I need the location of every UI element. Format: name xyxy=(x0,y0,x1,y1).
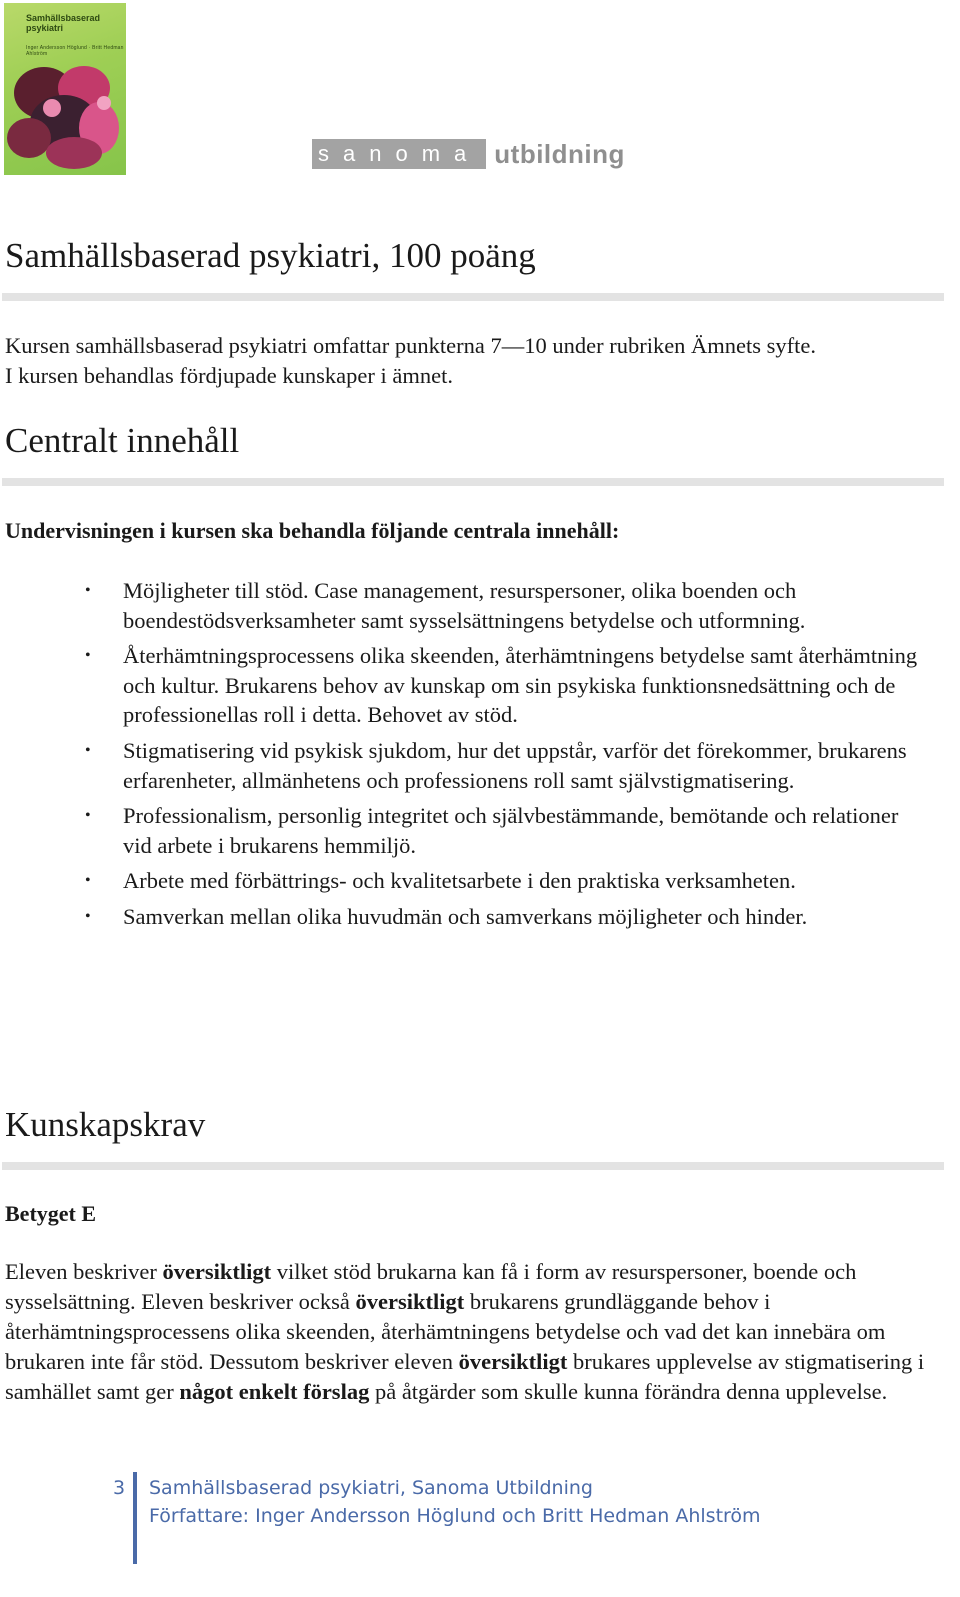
emphasis-segment: översiktligt xyxy=(355,1289,465,1314)
text-segment: på åtgärder som skulle kunna förändra denna upplevelse. xyxy=(369,1379,888,1404)
intro-paragraph xyxy=(5,331,945,391)
page-title: Samhällsbaserad psykiatri, 100 poäng xyxy=(5,236,536,275)
bullet-icon: • xyxy=(85,872,91,890)
publisher-logo xyxy=(312,138,625,170)
grade-heading: Betyget E xyxy=(5,1201,97,1226)
central-content-list xyxy=(0,576,930,938)
cover-subtitle: Inger Andersson Höglund · Britt Hedman Ahlström xyxy=(26,45,124,57)
emphasis-segment: översiktligt xyxy=(162,1259,272,1284)
logo-boxed-text: sanoma xyxy=(312,139,486,169)
list-item-text: Samverkan mellan olika huvudmän och samverkans möjligheter och hinder. xyxy=(123,903,808,929)
list-item xyxy=(0,736,930,795)
list-item xyxy=(0,641,930,730)
text-segment: Eleven beskriver xyxy=(5,1259,163,1284)
list-item-text: Arbete med förbättrings- och kvalitetsarbete i den praktiska verksamheten. xyxy=(123,868,796,894)
bullet-icon: • xyxy=(85,582,91,599)
book-cover-image xyxy=(4,3,126,175)
list-item xyxy=(0,576,930,635)
list-item-text: Möjligheter till stöd. Case management, resurspersoner, olika boenden och boendestödsverksamheter samt sysselsättningens betydelse och utformning. xyxy=(123,578,806,633)
list-item xyxy=(0,801,930,860)
cover-title: Samhällsbaserad psykiatri xyxy=(26,13,101,33)
text-segment: brukares upplevelse av stigmatisering i samhället samt ger xyxy=(5,1349,925,1404)
central-heading: Centralt innehåll xyxy=(5,421,240,460)
intro-line-1: Kursen samhällsbaserad psykiatri omfattar punkterna 7—10 under rubriken Ämnets syfte. xyxy=(5,333,817,358)
list-item-text: Professionalism, personlig integritet och självbestämmande, bemötande och relationer vid arbete i brukarens hemmiljö. xyxy=(123,803,899,858)
footer-divider xyxy=(133,1472,137,1564)
emphasis-segment: något enkelt förslag xyxy=(179,1379,370,1404)
bullet-icon: • xyxy=(85,647,91,665)
central-rule xyxy=(2,478,944,486)
cover-artwork xyxy=(4,53,126,175)
logo-text: utbildning xyxy=(494,138,625,169)
title-rule xyxy=(2,293,944,301)
list-item xyxy=(0,866,930,896)
list-item-text: Återhämtningsprocessens olika skeenden, återhämtningens betydelse samt återhämtning och kultur. Brukarens behov av kunskap om sin psykiska funktionsnedsättning och de professionellas roll i detta. Behovet av stöd. xyxy=(123,643,918,728)
kunskapskrav-heading: Kunskapskrav xyxy=(5,1105,206,1144)
list-item xyxy=(0,902,930,932)
page-number: 3 xyxy=(113,1477,126,1499)
bullet-icon: • xyxy=(85,907,91,925)
emphasis-segment: översiktligt xyxy=(458,1349,568,1374)
bullet-icon: • xyxy=(85,741,91,759)
grade-e-paragraph xyxy=(5,1257,945,1407)
central-subheading: Undervisningen i kursen ska behandla följande centrala innehåll: xyxy=(5,518,620,543)
footer-authors-line: Författare: Inger Andersson Höglund och Britt Hedman Ahlström xyxy=(149,1505,761,1527)
kunskapskrav-rule xyxy=(2,1162,944,1170)
intro-line-2: I kursen behandlas fördjupade kunskaper i ämnet. xyxy=(5,363,453,388)
text-segment: vilket stöd brukarna kan få i form av resurspersoner, boende och sysselsättning. Eleven beskriver också xyxy=(5,1259,857,1314)
footer-course-line: Samhällsbaserad psykiatri, Sanoma Utbildning xyxy=(149,1477,593,1499)
bullet-icon: • xyxy=(85,807,91,825)
list-item-text: Stigmatisering vid psykisk sjukdom, hur det uppstår, varför det förekommer, brukarens erfarenheter, allmänhetens och professionens roll samt självstigmatisering. xyxy=(123,737,907,793)
text-segment: brukarens grundläggande behov i återhämtningsprocessens olika skeenden, återhämtningens betydelse och vad det kan innebära om brukaren inte får stöd. Dessutom beskriver eleven xyxy=(5,1289,886,1374)
